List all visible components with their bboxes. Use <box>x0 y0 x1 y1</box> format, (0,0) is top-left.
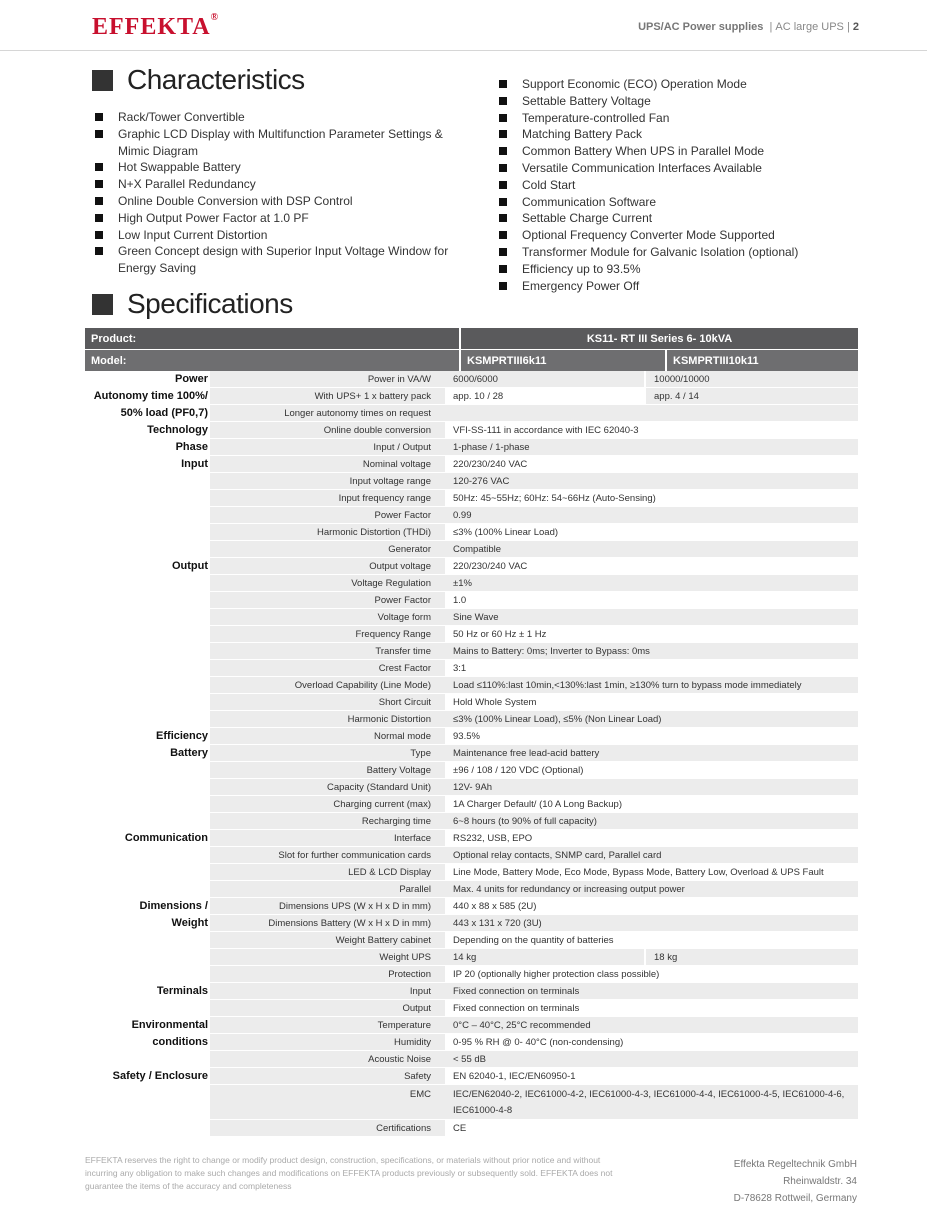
characteristic-item: Optional Frequency Converter Mode Supported <box>496 227 836 244</box>
spec-category: Input <box>181 458 208 470</box>
spec-category <box>85 1085 210 1119</box>
spec-category <box>85 677 210 693</box>
spec-category <box>85 813 210 829</box>
spec-parameter: Generator <box>210 541 445 557</box>
spec-category <box>85 949 210 965</box>
characteristic-item: Emergency Power Off <box>496 278 836 295</box>
spec-category <box>85 847 210 863</box>
spec-value: Load ≤110%:last 10min,<130%:last 1min, ≥130% turn to bypass mode immediately <box>445 677 858 693</box>
spec-row <box>85 1000 858 1017</box>
spec-parameter: Longer autonomy times on request <box>210 405 445 421</box>
spec-value-model-1: 6000/6000 <box>445 371 646 387</box>
spec-value: 3:1 <box>453 663 467 674</box>
spec-category <box>85 694 210 710</box>
model-2: KSMPRTIII10k11 <box>673 354 759 367</box>
spec-parameter: Crest Factor <box>210 660 445 676</box>
characteristic-item: Efficiency up to 93.5% <box>496 261 836 278</box>
spec-row <box>85 881 858 898</box>
model-1: KSMPRTIII6k11 <box>467 354 547 367</box>
spec-value: Hold Whole System <box>453 697 537 708</box>
spec-category: Power <box>174 373 208 385</box>
spec-parameter: Humidity <box>210 1034 445 1050</box>
spec-category <box>85 643 210 659</box>
spec-row <box>85 507 858 524</box>
spec-value: 443 x 131 x 720 (3U) <box>445 915 858 931</box>
spec-row <box>85 643 858 660</box>
spec-row <box>85 1085 858 1120</box>
characteristics-heading: Characteristics <box>92 64 305 96</box>
spec-row <box>85 1120 858 1137</box>
spec-value: ±96 / 108 / 120 VDC (Optional) <box>453 765 584 776</box>
characteristic-item: Support Economic (ECO) Operation Mode <box>496 76 836 93</box>
header-breadcrumb: UPS/AC Power supplies | AC large UPS | 2 <box>638 21 859 33</box>
spec-row <box>85 626 858 643</box>
characteristic-item: Settable Battery Voltage <box>496 93 836 110</box>
spec-value: 93.5% <box>453 731 480 742</box>
spec-category: Autonomy time 100%/ <box>93 390 208 402</box>
spec-category <box>85 1051 210 1067</box>
spec-row <box>85 575 858 592</box>
spec-category: 50% load (PF0,7) <box>120 407 208 419</box>
characteristic-item: Communication Software <box>496 194 836 211</box>
spec-row <box>85 745 858 762</box>
spec-value-model-2: 18 kg <box>646 949 858 965</box>
spec-category <box>85 541 210 557</box>
spec-value: IEC/EN62040-2, IEC61000-4-2, IEC61000-4-3, IEC61000-4-4, IEC61000-4-5, IEC61000-4-6, IEC61000-4-8 <box>445 1085 858 1119</box>
spec-value: 50Hz: 45~55Hz; 60Hz: 54~66Hz (Auto-Sensing) <box>453 493 656 504</box>
spec-category: conditions <box>152 1036 208 1048</box>
spec-row <box>85 847 858 864</box>
characteristic-item: Settable Charge Current <box>496 210 836 227</box>
model-row <box>85 350 858 371</box>
spec-parameter: With UPS+ 1 x battery pack <box>210 388 445 404</box>
spec-category: Weight <box>171 917 208 929</box>
spec-parameter: Protection <box>210 966 445 982</box>
spec-parameter: Online double conversion <box>210 422 445 438</box>
spec-value-model-2: app. 4 / 14 <box>646 388 858 404</box>
spec-row <box>85 711 858 728</box>
spec-category <box>85 473 210 489</box>
characteristics-list-right <box>496 76 836 294</box>
spec-value: 1A Charger Default/ (10 A Long Backup) <box>453 799 622 810</box>
header-category: UPS/AC Power supplies <box>638 21 764 33</box>
spec-category: Efficiency <box>156 730 208 742</box>
spec-row <box>85 779 858 796</box>
spec-category <box>85 1120 210 1136</box>
spec-category <box>85 932 210 948</box>
spec-parameter: Dimensions UPS (W x H x D in mm) <box>210 898 445 914</box>
spec-category <box>85 1000 210 1016</box>
spec-category <box>85 660 210 676</box>
characteristic-item: Green Concept design with Superior Input Voltage Window for Energy Saving <box>92 243 462 277</box>
spec-row <box>85 1068 858 1085</box>
product-label: Product: <box>91 332 137 345</box>
spec-category <box>85 490 210 506</box>
spec-row <box>85 456 858 473</box>
spec-value: 50 Hz or 60 Hz ± 1 Hz <box>453 629 547 640</box>
spec-row <box>85 1051 858 1068</box>
spec-parameter: Nominal voltage <box>210 456 445 472</box>
spec-row <box>85 949 858 966</box>
spec-value: 1-phase / 1-phase <box>445 439 858 455</box>
spec-category <box>85 609 210 625</box>
spec-value: Sine Wave <box>445 609 858 625</box>
spec-category: Dimensions / <box>139 900 208 912</box>
characteristic-item: Rack/Tower Convertible <box>92 109 462 126</box>
spec-category: Output <box>171 560 208 572</box>
spec-parameter: Dimensions Battery (W x H x D in mm) <box>210 915 445 931</box>
heading-square-icon <box>92 70 113 91</box>
spec-parameter: Temperature <box>210 1017 445 1033</box>
spec-parameter: Input frequency range <box>210 490 445 506</box>
spec-value: ≤3% (100% Linear Load), ≤5% (Non Linear Load) <box>445 711 858 727</box>
spec-parameter: Power Factor <box>210 507 445 523</box>
spec-row <box>85 694 858 711</box>
spec-parameter: Output <box>210 1000 445 1016</box>
spec-row <box>85 813 858 830</box>
spec-value: 440 x 88 x 585 (2U) <box>453 901 537 912</box>
characteristic-item: Temperature-controlled Fan <box>496 110 836 127</box>
spec-parameter: Interface <box>210 830 445 846</box>
characteristic-item: Graphic LCD Display with Multifunction Parameter Settings & Mimic Diagram <box>92 126 462 160</box>
spec-parameter: Charging current (max) <box>210 796 445 812</box>
spec-category: Terminals <box>156 985 208 997</box>
spec-parameter: Input voltage range <box>210 473 445 489</box>
spec-category: Technology <box>147 424 208 436</box>
spec-row <box>85 524 858 541</box>
spec-row <box>85 473 858 490</box>
specifications-heading: Specifications <box>92 288 293 320</box>
spec-value: 0-95 % RH @ 0- 40°C (non-condensing) <box>453 1037 624 1048</box>
spec-category: Environmental <box>131 1019 208 1031</box>
spec-category <box>85 762 210 778</box>
spec-parameter: Power Factor <box>210 592 445 608</box>
spec-row <box>85 388 858 405</box>
spec-value: Max. 4 units for redundancy or increasing output power <box>445 881 858 897</box>
spec-row <box>85 983 858 1000</box>
characteristics-list-left <box>92 109 462 277</box>
spec-parameter: Acoustic Noise <box>210 1051 445 1067</box>
spec-parameter: Safety <box>210 1068 445 1084</box>
spec-value-model-1: app. 10 / 28 <box>445 388 646 404</box>
product-row <box>85 328 858 349</box>
characteristic-item: Hot Swappable Battery <box>92 159 462 176</box>
spec-row <box>85 371 858 388</box>
spec-category <box>85 524 210 540</box>
spec-value: Compatible <box>445 541 858 557</box>
spec-value: 120-276 VAC <box>445 473 858 489</box>
spec-category <box>85 507 210 523</box>
spec-parameter: Slot for further communication cards <box>210 847 445 863</box>
spec-parameter: Recharging time <box>210 813 445 829</box>
spec-row <box>85 660 858 677</box>
spec-parameter: Voltage form <box>210 609 445 625</box>
spec-row <box>85 762 858 779</box>
spec-category <box>85 626 210 642</box>
spec-value: 220/230/240 VAC <box>453 459 528 470</box>
spec-value: Maintenance free lead-acid battery <box>445 745 858 761</box>
spec-value: 0°C – 40°C, 25°C recommended <box>445 1017 858 1033</box>
spec-category <box>85 575 210 591</box>
spec-value: Depending on the quantity of batteries <box>453 935 614 946</box>
spec-category <box>85 796 210 812</box>
characteristic-item: N+X Parallel Redundancy <box>92 176 462 193</box>
footer-disclaimer: EFFEKTA reserves the right to change or modify product design, construction, specifications, or materials without prior notice and without incurring any obligation to make such changes and modifications on EFFEKTA products previously or subsequently sold. EFFEKTA does not guarantee the items of the accuracy and completeness <box>85 1155 613 1191</box>
spec-row <box>85 1034 858 1051</box>
spec-value: IP 20 (optionally higher protection class possible) <box>453 969 660 980</box>
spec-row <box>85 932 858 949</box>
city-address: D-78628 Rottweil, Germany <box>733 1193 857 1204</box>
spec-row <box>85 422 858 439</box>
page-header <box>0 0 927 51</box>
spec-value: RS232, USB, EPO <box>453 833 533 844</box>
spec-parameter: Type <box>210 745 445 761</box>
effekta-logo: EFFEKTA® <box>92 12 220 40</box>
footer-address <box>734 1156 857 1207</box>
spec-value: Optional relay contacts, SNMP card, Parallel card <box>445 847 858 863</box>
spec-parameter: Input / Output <box>210 439 445 455</box>
spec-value: CE <box>453 1123 467 1134</box>
spec-category: Communication <box>124 832 208 844</box>
product-value: KS11- RT III Series 6- 10kVA <box>586 332 733 345</box>
spec-value: 12V- 9Ah <box>445 779 858 795</box>
spec-parameter: EMC <box>210 1085 445 1119</box>
spec-value: 220/230/240 VAC <box>453 561 528 572</box>
characteristic-item: Cold Start <box>496 177 836 194</box>
spec-value-model-1: 14 kg <box>445 949 646 965</box>
page-number: 2 <box>852 21 859 33</box>
header-subcategory: AC large UPS <box>775 21 844 33</box>
model-label: Model: <box>91 354 127 367</box>
spec-parameter: Certifications <box>210 1120 445 1136</box>
spec-row <box>85 490 858 507</box>
characteristic-item: Online Double Conversion with DSP Control <box>92 193 462 210</box>
spec-parameter: Harmonic Distortion <box>210 711 445 727</box>
spec-parameter: Power in VA/W <box>210 371 445 387</box>
spec-parameter: Voltage Regulation <box>210 575 445 591</box>
spec-category <box>85 779 210 795</box>
spec-category <box>85 592 210 608</box>
characteristic-item: Matching Battery Pack <box>496 126 836 143</box>
spec-value: EN 62040-1, IEC/EN60950-1 <box>453 1071 576 1082</box>
spec-value-model-2: 10000/10000 <box>646 371 858 387</box>
spec-row <box>85 966 858 983</box>
spec-category <box>85 864 210 880</box>
spec-row <box>85 541 858 558</box>
spec-parameter: Harmonic Distortion (THDi) <box>210 524 445 540</box>
heading-square-icon <box>92 294 113 315</box>
spec-category: Phase <box>175 441 208 453</box>
characteristic-item: Transformer Module for Galvanic Isolation (optional) <box>496 244 836 261</box>
spec-parameter: Normal mode <box>210 728 445 744</box>
company-name: Effekta Regeltechnik GmbH <box>733 1159 857 1170</box>
spec-category: Battery <box>170 747 208 759</box>
spec-parameter: Frequency Range <box>210 626 445 642</box>
characteristic-item: Low Input Current Distortion <box>92 227 462 244</box>
spec-value: 6~8 hours (to 90% of full capacity) <box>445 813 858 829</box>
spec-row <box>85 609 858 626</box>
spec-row <box>85 864 858 881</box>
spec-parameter: LED & LCD Display <box>210 864 445 880</box>
spec-parameter: Capacity (Standard Unit) <box>210 779 445 795</box>
spec-row <box>85 728 858 745</box>
spec-parameter: Transfer time <box>210 643 445 659</box>
spec-value: 0.99 <box>445 507 858 523</box>
spec-parameter: Short Circuit <box>210 694 445 710</box>
spec-category: Safety / Enclosure <box>112 1070 208 1082</box>
characteristic-item: Common Battery When UPS in Parallel Mode <box>496 143 836 160</box>
spec-value: Mains to Battery: 0ms; Inverter to Bypass: 0ms <box>445 643 858 659</box>
spec-row <box>85 1017 858 1034</box>
spec-value: Line Mode, Battery Mode, Eco Mode, Bypass Mode, Battery Low, Overload & UPS Fault <box>453 867 824 878</box>
specifications-table <box>85 328 858 1137</box>
spec-value: ±1% <box>445 575 858 591</box>
spec-parameter: Weight Battery cabinet <box>210 932 445 948</box>
spec-category <box>85 966 210 982</box>
street-address: Rheinwaldstr. 34 <box>783 1176 857 1187</box>
characteristic-item: Versatile Communication Interfaces Available <box>496 160 836 177</box>
spec-row <box>85 796 858 813</box>
spec-parameter: Battery Voltage <box>210 762 445 778</box>
spec-row <box>85 592 858 609</box>
spec-value: 1.0 <box>453 595 467 606</box>
spec-parameter: Parallel <box>210 881 445 897</box>
spec-parameter: Output voltage <box>210 558 445 574</box>
spec-value: VFI-SS-111 in accordance with IEC 62040-3 <box>453 425 639 436</box>
spec-value: ≤3% (100% Linear Load) <box>453 527 559 538</box>
spec-row <box>85 830 858 847</box>
spec-parameter: Input <box>210 983 445 999</box>
spec-value: Fixed connection on terminals <box>453 1003 580 1014</box>
spec-parameter: Overload Capability (Line Mode) <box>210 677 445 693</box>
spec-value <box>445 405 858 421</box>
spec-value: < 55 dB <box>445 1051 858 1067</box>
spec-category <box>85 881 210 897</box>
spec-row <box>85 898 858 915</box>
spec-row <box>85 558 858 575</box>
spec-parameter: Weight UPS <box>210 949 445 965</box>
spec-value: Fixed connection on terminals <box>445 983 858 999</box>
spec-row <box>85 677 858 694</box>
characteristic-item: High Output Power Factor at 1.0 PF <box>92 210 462 227</box>
spec-row <box>85 915 858 932</box>
spec-row <box>85 405 858 422</box>
spec-category <box>85 711 210 727</box>
spec-row <box>85 439 858 456</box>
